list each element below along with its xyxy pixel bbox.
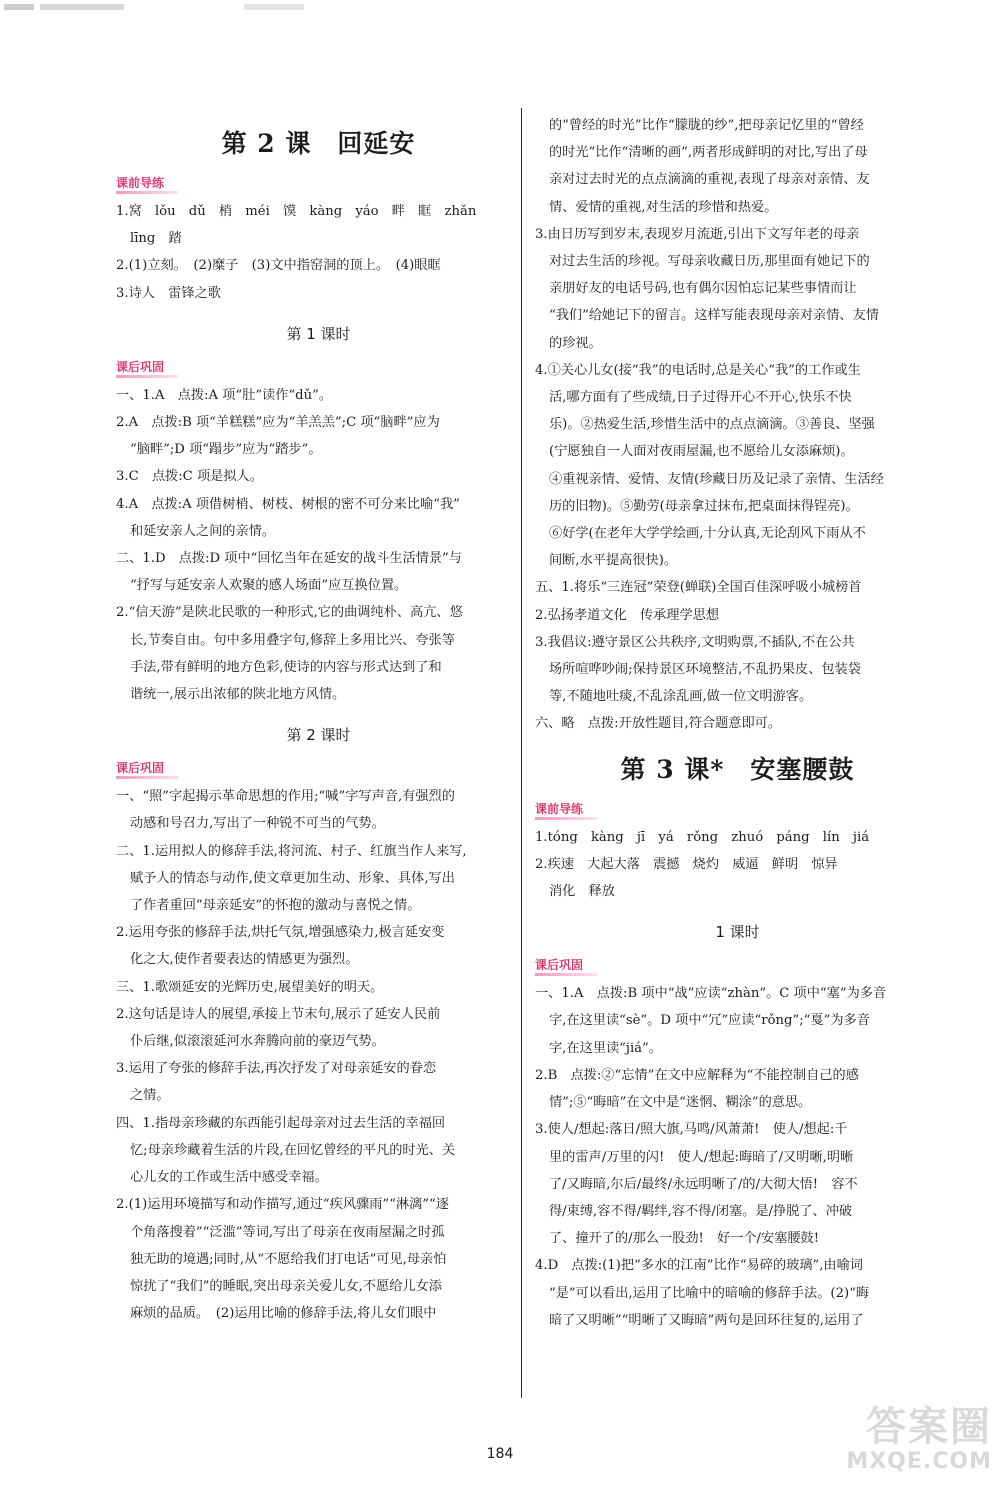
pre-class-tag: 课前导练: [535, 800, 940, 820]
period-2-title: 第 2 课时: [286, 726, 351, 745]
pre-class-answers: [535, 824, 940, 906]
answer-line: 活,哪方面有了些成绩,日子过得开心不开心,快乐不快: [549, 390, 852, 406]
answer-line: 3.运用了夸张的修辞手法,再次抒发了对母亲延安的眷恋: [116, 1061, 437, 1077]
period-answers: [535, 980, 940, 1334]
watermark-logo: [846, 1404, 992, 1474]
answer-line: 场所喧哗吵闹;保持景区环境整洁,不乱扔果皮、包装袋: [549, 662, 861, 678]
period-title: 1 课时: [715, 923, 760, 942]
answer-line: 赋予人的情态与动作,使文章更加生动、形象、具体,写出: [130, 870, 455, 886]
answer-line: 3.我倡议:遵守景区公共秩序,文明购票,不插队,不在公共: [535, 634, 855, 650]
answer-line: 2.这句话是诗人的展望,承接上节末句,展示了延安人民前: [116, 1006, 441, 1022]
answer-line: 化之大,使作者要表达的情感更为强烈。: [130, 952, 359, 968]
answer-line: 一、1.A 点拨:B 项中“战”应读“zhàn”。C 项中“塞”为多音: [535, 986, 887, 1002]
answer-line: 2.疾速 大起大落 震撼 烧灼 威逼 鲜明 惊异: [535, 856, 838, 872]
answer-line: 亲对过去时光的点点滴滴的重视,表现了母亲对亲情、友: [549, 172, 870, 188]
answer-line: 情、爱情的重视,对生活的珍惜和热爱。: [549, 199, 778, 215]
answer-line: 仆后继,似滚滚延河水奔腾向前的豪迈气势。: [130, 1034, 385, 1050]
period-1-title: 第 1 课时: [286, 324, 351, 343]
answer-line: “是”可以看出,运用了比喻中的暗喻的修辞手法。(2)“晦: [549, 1285, 870, 1301]
period-2-answers: [116, 783, 521, 1327]
answer-line: 2.(1)运用环境描写和动作描写,通过“疾风骤雨”“淋漓”“逐: [116, 1197, 449, 1213]
answer-line: 之情。: [130, 1088, 170, 1104]
answer-line: “我们”给她记下的留言。这样写能表现母亲对亲情、友情: [549, 308, 879, 324]
answer-line: 二、1.运用拟人的修辞手法,将河流、村子、红旗当作人来写,: [116, 843, 467, 859]
answer-line: 得/束缚,容不得/羁绊,容不得/闭塞。是/挣脱了、冲破: [549, 1203, 853, 1219]
answer-line: 4.①关心儿女(接“我”的电话时,总是关心“我”的工作或生: [535, 362, 861, 378]
left-column: [116, 112, 521, 1327]
answer-line: 暗了又明晰”“明晰了又晦暗”两句是回环往复的,运用了: [549, 1312, 864, 1328]
answer-line: 四、1.指母亲珍藏的东西能引起母亲对过去生活的幸福回: [116, 1115, 446, 1131]
answer-line: 一、1.A 点拨:A 项“肚”读作“dǔ”。: [116, 387, 333, 403]
answer-line: 了/又晦暗,尔后/最终/永远明晰了/的/大彻大悟! 容不: [549, 1176, 858, 1192]
pre-class-answers: [116, 198, 521, 307]
answer-line: 了、撞开了的/那么一股劲! 好一个/安塞腰鼓!: [549, 1231, 820, 1247]
answer-line: 和延安亲人之间的亲情。: [130, 523, 276, 539]
answer-line: 独无助的境遇;同时,从“不愿给我们打电话”可见,母亲怕: [130, 1251, 447, 1267]
answer-line: 惊扰了“我们”的睡眠,突出母亲关爱儿女,不愿给儿女添: [130, 1278, 442, 1294]
period-1-answers: [116, 382, 521, 708]
answer-line: 2.运用夸张的修辞手法,烘托气氛,增强感染力,极言延安变: [116, 925, 445, 941]
answer-line: 2.“信天游”是陕北民歌的一种形式,它的曲调纯朴、高亢、悠: [116, 605, 463, 621]
answer-line: (宁愿独自一人面对夜雨屋漏,也不愿给儿女添麻烦)。: [549, 444, 854, 460]
answer-line: 历的旧物)。⑤勤劳(母亲拿过抹布,把桌面抹得锃亮)。: [549, 498, 859, 514]
answer-line: 3.使人/想起:落日/照大旗,马鸣/风萧萧! 使人/想起:千: [535, 1122, 848, 1138]
answer-line: 乐)。②热爱生活,珍惜生活中的点点滴滴。③善良、坚强: [549, 417, 875, 433]
answer-line: 1.窝 lǒu dǔ 梢 méi 馍 kàng yáo 畔 眶 zhǎn: [116, 204, 477, 219]
answer-line: 动感和号召力,写出了一种锐不可当的气势。: [130, 816, 385, 832]
answer-line: 3.由日历写到岁末,表现岁月流逝,引出下文写年老的母亲: [535, 226, 860, 242]
answer-line: 个角落搜着”“泛滥”等词,写出了母亲在夜雨屋漏之时孤: [130, 1224, 445, 1240]
answer-line: 里的雷声/万里的闪! 使人/想起:晦暗了/又明晰,明晰: [549, 1149, 854, 1165]
answer-line: 4.A 点拨:A 项借树梢、树枝、树根的密不可分来比喻“我”: [116, 496, 460, 512]
pre-class-tag: 课前导练: [116, 174, 521, 194]
lesson-2-title: 第 2 课 回延安: [221, 129, 416, 158]
after-class-tag: 课后巩固: [116, 358, 521, 378]
answer-line: 六、略 点拨:开放性题目,符合题意即可。: [535, 716, 782, 732]
page-number: 184: [486, 1446, 514, 1462]
answer-line: “脑畔”;D 项“蹋步”应为“踏步”。: [130, 442, 322, 458]
answer-line: 心儿女的工作或生活中感受幸福。: [130, 1170, 328, 1186]
answer-line: 3.C 点拨:C 项是拟人。: [116, 469, 263, 485]
answer-line: 了作者重回“母亲延安”的怀抱的激动与喜悦之情。: [130, 898, 421, 914]
continued-answers: [535, 112, 940, 738]
lesson-3-title: 第 3 课* 安塞腰鼓: [620, 754, 855, 784]
column-divider: [521, 108, 522, 1398]
answer-line: 等,不随地吐痰,不乱涂乱画,做一位文明游客。: [549, 689, 813, 705]
answer-line: ④重视亲情、爱情、友情(珍藏日历及记录了亲情、生活经: [549, 471, 884, 487]
answer-line: 1.tóng kàng jī yá rǒng zhuó páng lín jiá: [535, 829, 870, 845]
answer-line: 字,在这里读“sè”。D 项中“冗”应读“rǒng”;“戛”为多音: [549, 1013, 870, 1029]
watermark-url: MXQE.COM: [846, 1449, 992, 1474]
answer-line: “抒写与延安亲人欢聚的感人场面”应互换位置。: [130, 578, 408, 594]
right-column: [535, 112, 940, 1334]
watermark-text: 答案圈: [866, 1404, 992, 1450]
answer-line: 亲朋好友的电话号码,也有偶尔因怕忘记某些事情而让: [549, 281, 857, 297]
answer-line: līng 踏: [130, 231, 182, 247]
answer-line: 二、1.D 点拨:D 项中“回忆当年在延安的战斗生活情景”与: [116, 551, 462, 567]
answer-line: 2.(1)立刻。 (2)糜子 (3)文中指窑洞的顶上。 (4)眼眶: [116, 258, 441, 274]
answer-line: 2.弘扬孝道文化 传承理学思想: [535, 607, 720, 623]
answer-line: 4.D 点拨:(1)把“多水的江南”比作“易碎的玻璃”,由喻词: [535, 1258, 863, 1274]
answer-line: 长,节奏自由。句中多用叠字句,修辞上多用比兴、夸张等: [130, 632, 455, 648]
answer-line: 消化 释放: [549, 884, 615, 900]
answer-line: 麻烦的品质。 (2)运用比喻的修辞手法,将儿女们眼中: [130, 1306, 437, 1322]
answer-line: 的时光”比作“清晰的画”,两者形成鲜明的对比,写出了母: [549, 145, 868, 161]
answer-line: 对过去生活的珍视。写母亲收藏日历,那里面有她记下的: [549, 254, 870, 270]
answer-line: 的“曾经的时光”比作“朦胧的纱”,把母亲记忆里的“曾经: [549, 118, 864, 133]
answer-line: 一、“照”字起揭示革命思想的作用;“喊”字写声音,有强烈的: [116, 789, 455, 805]
answer-line: 2.B 点拨:②“忘情”在文中应解释为“不能控制自己的感: [535, 1067, 859, 1083]
answer-line: 的珍视。: [549, 335, 602, 351]
answer-line: 字,在这里读“jiá”。: [549, 1040, 662, 1056]
answer-line: 五、1.将乐“三连冠”荣登(蝉联)全国百佳深呼吸小城榜首: [535, 580, 862, 596]
answer-line: 谐统一,展示出浓郁的陕北地方风情。: [130, 687, 346, 703]
answer-line: 三、1.歌颂延安的光辉历史,展望美好的明天。: [116, 979, 384, 995]
scan-header-mark: [4, 4, 304, 10]
answer-line: 2.A 点拨:B 项“羊糕糕”应为“羊羔羔”;C 项“脑畔”应为: [116, 415, 440, 431]
answer-line: 情”;⑤“晦暗”在文中是“迷惘、糊涂”的意思。: [549, 1095, 812, 1111]
after-class-tag: 课后巩固: [535, 956, 940, 976]
answer-line: 间断,水平提高很快)。: [549, 553, 678, 569]
answer-line: 手法,带有鲜明的地方色彩,使诗的内容与形式达到了和: [130, 659, 442, 675]
answer-line: ⑥好学(在老年大学学绘画,十分认真,无论刮风下雨从不: [549, 526, 866, 542]
answer-line: 3.诗人 雷锋之歌: [116, 285, 221, 301]
after-class-tag: 课后巩固: [116, 759, 521, 779]
answer-line: 忆;母亲珍藏着生活的片段,在回忆曾经的平凡的时光、关: [130, 1142, 456, 1158]
